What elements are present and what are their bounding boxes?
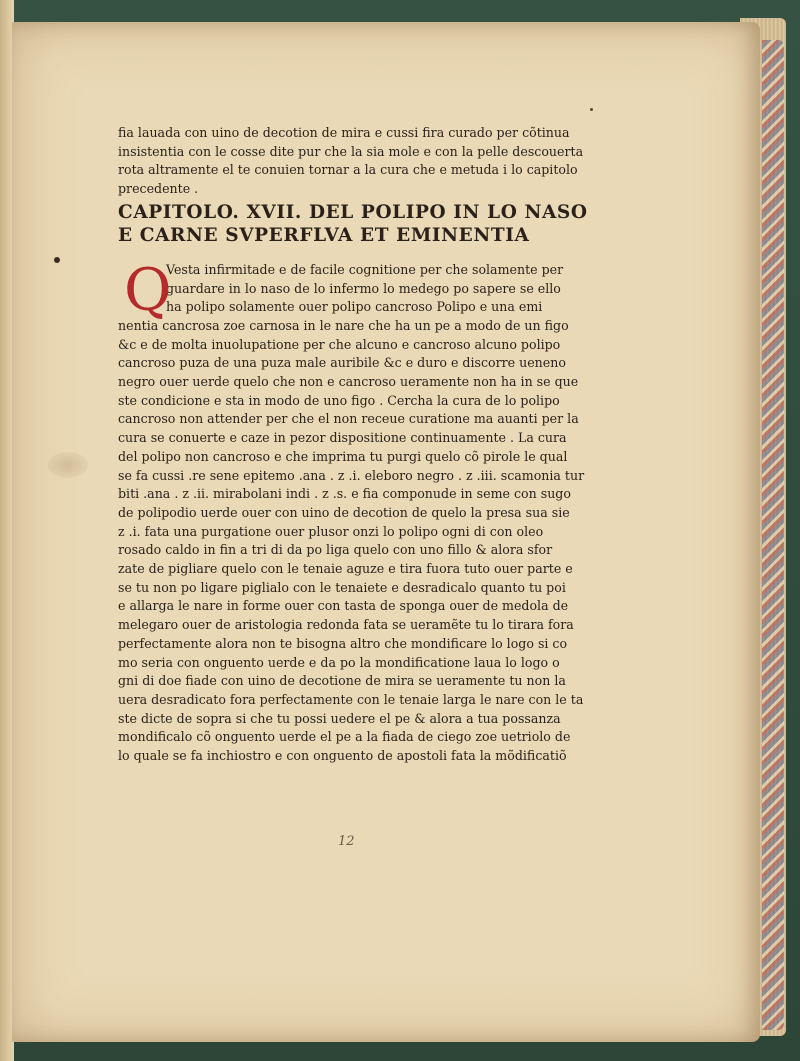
body-line: z .i. fata una purgatione ouer plusor onzi lo polipo ogni di con oleo — [118, 523, 544, 539]
body-line: guardare in lo naso de lo infermo lo medego po sapere se ello — [166, 280, 561, 296]
heading-line: E CARNE SVPERFLVA ET EMINENTIA — [118, 224, 530, 246]
body-line: ha polipo solamente ouer polipo cancroso Polipo e una emi — [166, 299, 543, 315]
chapter-body — [118, 255, 590, 766]
marbled-edge — [762, 40, 784, 1030]
body-line: mo seria con onguento uerde e da po la mondificatione laua lo logo o — [118, 654, 560, 670]
body-line: e allarga le nare in forme ouer con tasta de sponga ouer de medola de — [118, 598, 569, 614]
body-line: perfectamente alora non te bisogna altro che mondificare lo logo si co — [118, 635, 568, 651]
body-line: rosado caldo in fin a tri di da po liga quelo con uno fillo & alora sfor — [118, 542, 553, 558]
body-line: lo quale se fa inchiostro e con onguento de apostoli fata la mõdificatiõ — [118, 748, 567, 764]
body-line: de polipodio uerde ouer con uino de decotion de quelo la presa sua sie — [118, 504, 570, 520]
page-stain — [48, 452, 88, 478]
body-line: Vesta infirmitade e de facile cognitione per che solamente per — [166, 261, 564, 277]
body-line: se fa cussi .re sene epitemo .ana . z .i. eleboro negro . z .iii. scamonia tur — [118, 467, 585, 483]
intro-line: fia lauada con uino de decotion de mira e cussi fira curado per cõtinua — [118, 125, 570, 140]
intro-paragraph — [118, 124, 590, 199]
intro-line: precedente . — [118, 181, 199, 197]
ink-dot — [590, 108, 593, 111]
body-line: cura se conuerte e caze in pezor dispositione continuamente . La cura — [118, 430, 567, 446]
folio-number: 12 — [338, 834, 355, 849]
intro-line: rota altramente el te conuien tornar a la cura che e metuda i lo capitolo — [118, 162, 578, 178]
body-line: nentia cancrosa zoe carnosa in le nare che ha un pe a modo de un figo — [118, 317, 569, 333]
body-line: melegaro ouer de aristologia redonda fata se ueramẽte tu lo tirara fora — [118, 617, 574, 633]
body-line: &c e de molta inuolupatione per che alcuno e cancroso alcuno polipo — [118, 336, 561, 352]
heading-line: CAPITOLO. XVII. DEL POLIPO IN LO NASO — [118, 201, 588, 223]
binding-hole — [54, 257, 60, 263]
body-line: biti .ana . z .ii. mirabolani indi . z .s. e fia componude in seme con sugo — [118, 486, 571, 502]
body-line: se tu non po ligare piglialo con le tenaiete e desradicalo quanto tu poi — [118, 579, 566, 595]
body-line: uera desradicato fora perfectamente con le tenaie larga le nare con le ta — [118, 691, 584, 707]
body-line: ste condicione e sta in modo de uno figo . Cercha la cura de lo polipo — [118, 392, 560, 408]
intro-line: insistentia con le cosse dite pur che la sia mole e con la pelle descouerta — [118, 143, 584, 159]
text-column — [118, 124, 590, 766]
body-line: del polipo non cancroso e che imprima tu purgi quelo cõ pirole le qual — [118, 448, 568, 464]
body-line: cancroso non attender per che el non receue curatione ma auanti per la — [118, 411, 579, 427]
body-line: negro ouer uerde quelo che non e cancroso ueramente non ha in se que — [118, 374, 579, 390]
body-line: gni di doe fiade con uino de decotione de mira se ueramente tu non la — [118, 673, 566, 689]
body-line: ste dicte de sopra si che tu possi uedere el pe & alora a tua possanza — [118, 710, 561, 726]
body-line: cancroso puza de una puza male auribile &c e duro e discorre ueneno — [118, 355, 566, 371]
body-line: mondificalo cõ onguento uerde el pe a la fiada de ciego zoe uetriolo de — [118, 729, 571, 745]
chapter-heading — [118, 201, 590, 247]
red-initial: Q — [124, 255, 172, 324]
body-line: zate de pigliare quelo con le tenaie aguze e tira fuora tuto ouer parte e — [118, 561, 573, 577]
